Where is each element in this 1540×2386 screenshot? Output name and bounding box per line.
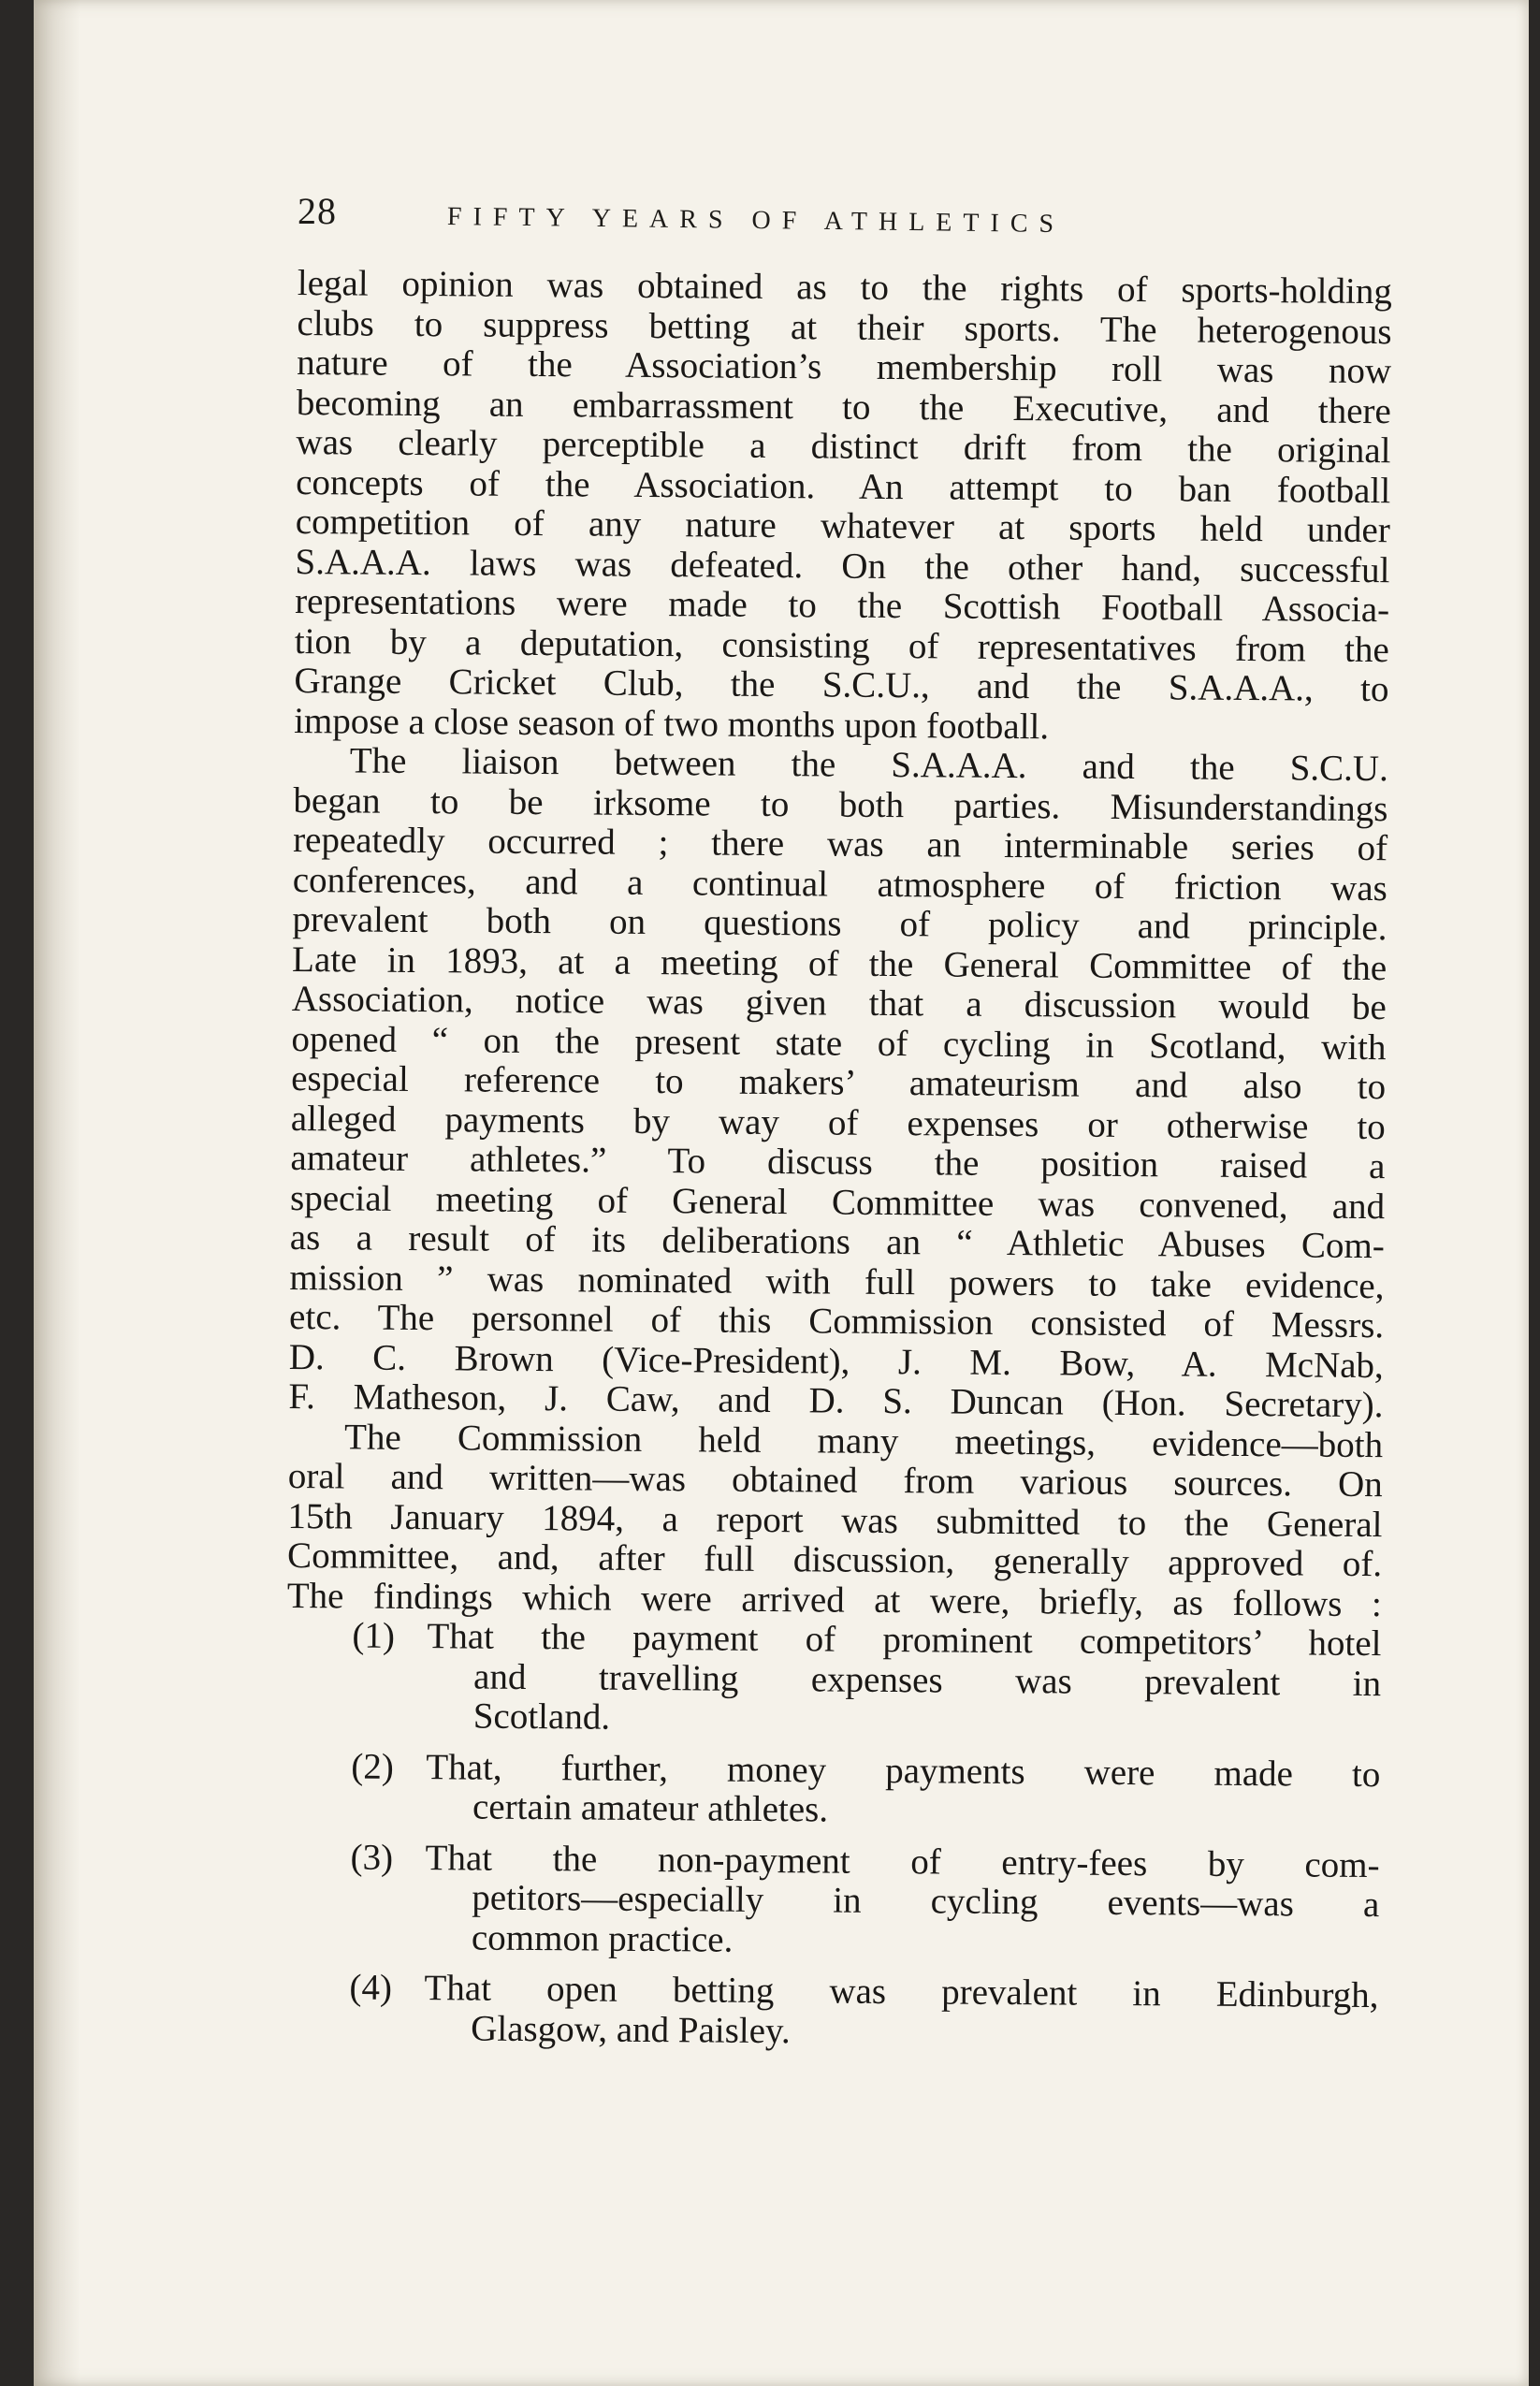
finding-text: That, further, money payments were made to xyxy=(426,1746,1381,1795)
text-line: mission ” was nominated with full powers to take evidence, xyxy=(289,1257,1385,1306)
finding-continuation: Glasgow, and Paisley. xyxy=(471,2008,791,2051)
spine-shadow xyxy=(34,0,80,2386)
body-text xyxy=(283,264,1392,2056)
paragraph-1 xyxy=(294,264,1392,749)
text-line: Committee, and, after full discussion, generally approved of. xyxy=(286,1535,1383,1585)
text-line: F. Matheson, J. Caw, and D. S. Duncan (Hon. Secretary). xyxy=(288,1375,1384,1426)
text-line: amateur athletes.” To discuss the position raised a xyxy=(290,1137,1386,1187)
text-line: tion by a deputation, consisting of representatives from the xyxy=(294,620,1389,670)
text-line: The Commission held many meetings, evidence—both xyxy=(343,1416,1384,1465)
text-line: prevalent both on questions of policy and principle. xyxy=(292,898,1387,949)
text-line: D. C. Brown (Vice-President), J. M. Bow, A. McNab, xyxy=(288,1336,1384,1386)
finding-number: (1) xyxy=(352,1615,396,1656)
text-line: becoming an embarrassment to the Executive, and there xyxy=(296,382,1391,431)
text-line: The liaison between the S.A.A.A. and the S.C.U. xyxy=(349,740,1388,790)
text-line: 15th January 1894, a report was submitted to the General xyxy=(287,1495,1383,1545)
paragraph-2 xyxy=(288,741,1388,1426)
finding-number: (3) xyxy=(350,1836,394,1878)
text-line: impose a close season of two months upon football. xyxy=(293,700,1050,747)
text-line: especial reference to makers’ amateurism and also to xyxy=(290,1057,1387,1108)
finding-continuation: certain amateur athletes. xyxy=(472,1786,829,1830)
text-line: special meeting of General Committee was convened, and xyxy=(289,1177,1386,1227)
text-line: etc. The personnel of this Commission consisted of Messrs. xyxy=(288,1296,1385,1346)
text-line: The findings which were arrived at were, briefly, as follows : xyxy=(286,1575,1382,1624)
finding-continuation: petitors—especially in cycling events—was a xyxy=(472,1877,1380,1926)
text-line: Association, notice was given that a discussion would be xyxy=(291,978,1387,1028)
text-line: opened “ on the present state of cycling in Scotland, with xyxy=(291,1018,1387,1068)
text-line: legal opinion was obtained as to the rights of sports-holding xyxy=(297,263,1392,313)
text-line: competition of any nature whatever at sports held under xyxy=(295,501,1390,551)
text-line: began to be irksome to both parties. Misunderstandings xyxy=(293,779,1388,829)
finding-item-4 xyxy=(283,1968,1379,2056)
text-line: was clearly perceptible a distinct drift from the original xyxy=(296,421,1391,472)
finding-text: That the payment of prominent competitors’ hotel xyxy=(427,1616,1382,1665)
page-number: 28 xyxy=(298,190,337,232)
text-line: Late in 1893, at a meeting of the General Committee of the xyxy=(291,938,1387,988)
finding-item-3 xyxy=(284,1837,1380,1965)
finding-continuation: Scotland. xyxy=(472,1695,611,1738)
text-line: as a result of its deliberations an “ Athletic Abuses Com- xyxy=(289,1216,1385,1267)
text-line: repeatedly occurred ; there was an interminable series of xyxy=(292,819,1388,869)
page-header xyxy=(298,189,1392,245)
text-line: oral and written—was obtained from various sources. On xyxy=(287,1455,1383,1506)
finding-item-2 xyxy=(285,1746,1381,1834)
text-line: alleged payments by way of expenses or otherwise to xyxy=(290,1098,1386,1147)
text-line: conferences, and a continual atmosphere of friction was xyxy=(292,859,1387,909)
finding-item-1 xyxy=(286,1616,1382,1744)
paragraph-3 xyxy=(287,1417,1384,1624)
finding-text: That the non-payment of entry-fees by com- xyxy=(425,1837,1380,1885)
findings-list xyxy=(283,1616,1382,2056)
finding-continuation: and travelling expenses was prevalent in xyxy=(472,1656,1382,1704)
text-line: representations were made to the Scottish Football Associa- xyxy=(294,580,1390,631)
finding-text: That open betting was prevalent in Edinburgh, xyxy=(424,1968,1379,2016)
finding-number: (4) xyxy=(349,1967,393,2008)
text-line: concepts of the Association. An attempt to ban football xyxy=(296,461,1391,511)
text-line: nature of the Association’s membership roll was now xyxy=(297,342,1392,392)
running-title: FIFTY YEARS OF ATHLETICS xyxy=(446,202,1066,240)
finding-number: (2) xyxy=(351,1746,395,1787)
text-line: S.A.A.A. laws was defeated. On the other hand, successful xyxy=(295,541,1390,590)
finding-continuation: common practice. xyxy=(471,1917,734,1960)
text-line: Grange Cricket Club, the S.C.U., and the S.A.A.A., to xyxy=(294,660,1389,710)
text-line: clubs to suppress betting at their sports. The heterogenous xyxy=(297,302,1392,352)
book-page xyxy=(34,0,1529,2386)
